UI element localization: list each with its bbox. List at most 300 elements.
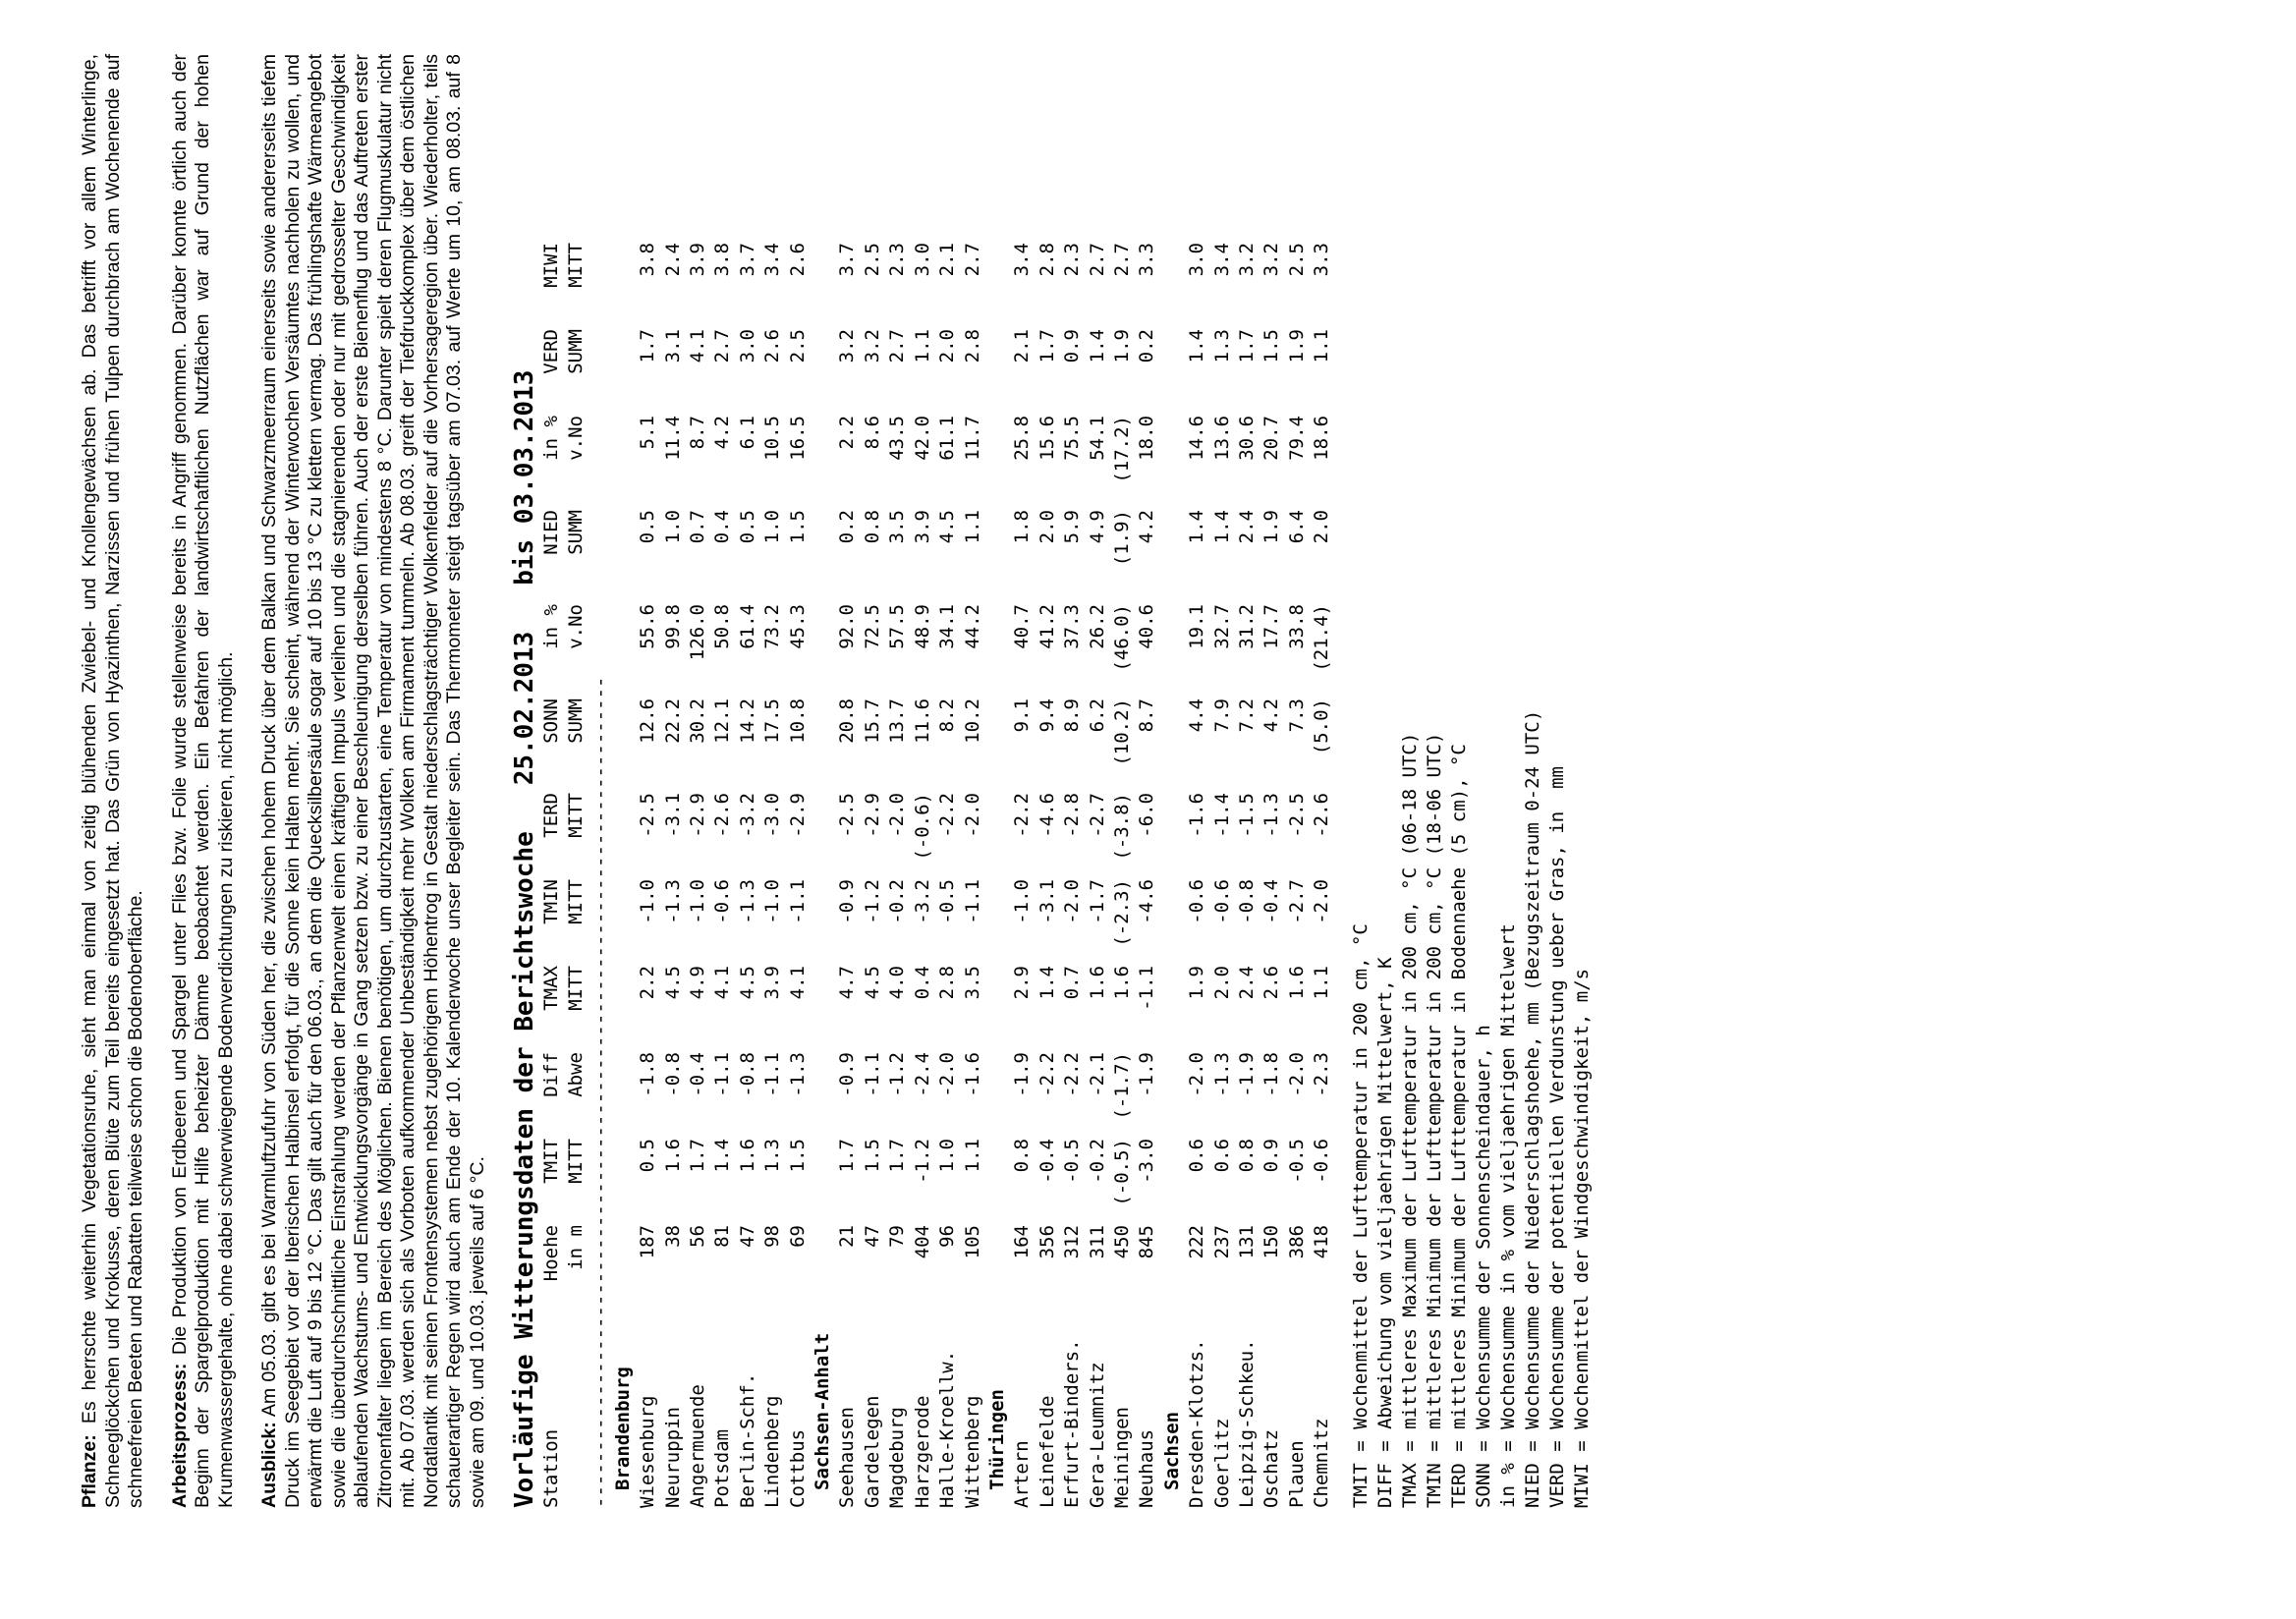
table-cell: -0.5 xyxy=(1061,1139,1084,1184)
table-cell: (-3.8) xyxy=(1110,793,1133,861)
separator-line: -------------------------------------------------------------------------- xyxy=(588,676,611,1508)
table-cell: Hoehe xyxy=(540,1225,562,1282)
paragraph-label: Ausblick: xyxy=(258,1422,280,1508)
table-cell: 2.4 xyxy=(1235,510,1258,544)
table-cell: -2.7 xyxy=(1086,793,1108,838)
table-cell: -0.8 xyxy=(736,1052,758,1097)
table-cell: 2.9 xyxy=(1011,966,1034,1000)
table-cell: 54.1 xyxy=(1086,416,1108,461)
table-cell: 31.2 xyxy=(1235,604,1258,649)
table-cell: Cottbus xyxy=(786,1428,809,1508)
table-cell: 20.8 xyxy=(836,698,859,744)
paragraph-label: Pflanze: xyxy=(79,1434,100,1508)
table-cell xyxy=(564,1286,588,1508)
table-cell: -2.5 xyxy=(1285,793,1308,838)
table-cell: 1.7 xyxy=(1036,329,1058,363)
table-cell: in % xyxy=(540,604,562,649)
table-cell: -2.2 xyxy=(1061,1052,1084,1097)
table-cell: -1.1 xyxy=(861,1052,883,1097)
table-cell: -1.6 xyxy=(961,1052,983,1097)
table-cell: 2.7 xyxy=(1110,243,1133,277)
table-cell: 8.6 xyxy=(861,416,883,450)
table-cell: 8.7 xyxy=(687,416,709,450)
table-cell: 0.6 xyxy=(1210,1139,1233,1173)
table-cell: 4.9 xyxy=(1086,510,1108,544)
table-cell: 0.8 xyxy=(1235,1139,1258,1173)
table-cell: -6.0 xyxy=(1136,793,1158,838)
table-cell: 1.4 xyxy=(1186,510,1208,544)
table-cell: -1.0 xyxy=(687,879,709,924)
table-cell: 4.5 xyxy=(661,966,684,1000)
table-cell: Leipzig-Schkeu. xyxy=(1235,1339,1258,1508)
table-cell: 10.8 xyxy=(786,698,809,744)
paragraph-arbeitsprozess xyxy=(169,54,239,1508)
table-cell: 11.4 xyxy=(661,416,684,461)
table-cell: Magdeburg xyxy=(886,1407,909,1508)
table-cell: 37.3 xyxy=(1061,604,1084,649)
legend-line: DIFF = Abweichung vom vieljaehrigen Mittelwert, K xyxy=(1373,957,1396,1508)
table-cell: 16.5 xyxy=(786,416,809,461)
table-cell: 1.6 xyxy=(1285,966,1308,1000)
table-cell: (21.4) xyxy=(1311,604,1333,672)
table-cell: TERD xyxy=(540,793,562,838)
table-cell: 3.1 xyxy=(661,329,684,363)
table-cell: 7.2 xyxy=(1235,698,1258,733)
table-cell: 38 xyxy=(661,1225,684,1248)
table-cell: 3.9 xyxy=(761,966,784,1000)
table-cell: 3.8 xyxy=(711,243,734,277)
table-cell: 164 xyxy=(1011,1225,1034,1259)
table-cell: 47 xyxy=(736,1225,758,1248)
table-cell: MIWI xyxy=(540,243,562,288)
table-cell: -0.9 xyxy=(836,1052,859,1097)
table-cell: -2.3 xyxy=(1311,1052,1333,1097)
table-cell: -2.9 xyxy=(687,793,709,838)
table-cell: 3.3 xyxy=(1311,243,1333,277)
table-cell: Chemnitz xyxy=(1311,1418,1333,1508)
legend-line: SONN = Wochensumme der Sonnenscheindauer, h xyxy=(1472,1025,1494,1508)
table-row xyxy=(1310,243,1334,1508)
weather-table-body xyxy=(539,243,1335,1508)
group-name: Sachsen xyxy=(1160,1411,1183,1490)
table-cell: 0.8 xyxy=(1011,1139,1034,1173)
table-cell: -2.0 xyxy=(1061,879,1084,924)
table-cell: 57.5 xyxy=(886,604,909,649)
table-cell: -3.1 xyxy=(661,793,684,838)
table-cell: 12.6 xyxy=(637,698,659,744)
table-cell: -1.0 xyxy=(637,879,659,924)
table-cell: 21 xyxy=(836,1225,859,1248)
table-cell: 3.9 xyxy=(687,243,709,277)
table-cell: 8.2 xyxy=(936,698,959,733)
group-header-row xyxy=(1160,243,1185,1508)
table-cell: 0.7 xyxy=(1061,966,1084,1000)
table-header-row xyxy=(564,243,588,1508)
table-cell: Seehausen xyxy=(836,1407,859,1508)
table-cell: 2.0 xyxy=(1311,510,1333,544)
table-row xyxy=(1260,243,1284,1508)
table-cell: 10.2 xyxy=(961,698,983,744)
table-cell: -2.2 xyxy=(1011,793,1034,838)
table-cell: 0.9 xyxy=(1260,1139,1283,1173)
table-cell: 14.2 xyxy=(736,698,758,744)
table-cell: -0.2 xyxy=(886,879,909,924)
table-cell: 1.9 xyxy=(1285,329,1308,363)
table-row xyxy=(1135,243,1159,1508)
table-cell: 404 xyxy=(911,1225,933,1259)
table-cell: 1.6 xyxy=(1110,966,1133,1000)
table-cell: 34.1 xyxy=(936,604,959,649)
table-cell: 2.7 xyxy=(961,243,983,277)
table-cell: 18.0 xyxy=(1136,416,1158,461)
table-cell: (-2.3) xyxy=(1110,879,1133,947)
table-cell: 1.7 xyxy=(1235,329,1258,363)
table-cell: -1.3 xyxy=(736,879,758,924)
table-cell: 6.4 xyxy=(1285,510,1308,544)
table-cell: 1.1 xyxy=(1311,966,1333,1000)
table-cell: Diff xyxy=(540,1052,562,1097)
table-cell: 2.7 xyxy=(1086,243,1108,277)
table-cell: -1.4 xyxy=(1210,793,1233,838)
table-cell: -1.3 xyxy=(1260,793,1283,838)
table-cell: Leinefelde xyxy=(1036,1395,1058,1508)
group-header-row xyxy=(985,243,1010,1508)
table-cell: 3.2 xyxy=(1235,243,1258,277)
table-cell: 1.3 xyxy=(761,1139,784,1173)
table-separator xyxy=(589,243,611,1508)
table-cell: -1.2 xyxy=(861,879,883,924)
table-cell: 1.0 xyxy=(936,1139,959,1173)
table-cell: in m xyxy=(565,1225,588,1270)
table-cell: 418 xyxy=(1311,1225,1333,1259)
table-cell: 1.5 xyxy=(861,1139,883,1173)
table-cell: -1.7 xyxy=(1086,879,1108,924)
table-cell: 1.4 xyxy=(1210,510,1233,544)
table-cell: (5.0) xyxy=(1311,698,1333,755)
table-cell: 1.9 xyxy=(1260,510,1283,544)
table-cell: 11.7 xyxy=(961,416,983,461)
table-cell: -1.1 xyxy=(1136,966,1158,1011)
table-cell: Station xyxy=(540,1428,562,1508)
table-cell: -0.6 xyxy=(1311,1139,1333,1184)
table-cell: -0.4 xyxy=(1260,879,1283,924)
legend-line: in % = Wochensumme in % vom vieljaehrigen Mittelwert xyxy=(1496,923,1519,1508)
table-cell: 1.5 xyxy=(786,1139,809,1173)
table-row xyxy=(1110,243,1135,1508)
table-cell: 96 xyxy=(936,1225,959,1248)
table-cell: 1.7 xyxy=(637,329,659,363)
table-cell: 3.7 xyxy=(836,243,859,277)
table-row xyxy=(686,243,710,1508)
table-cell: 1.1 xyxy=(961,510,983,544)
table-cell: -3.2 xyxy=(736,793,758,838)
table-cell: 2.5 xyxy=(1285,243,1308,277)
table-cell: 0.7 xyxy=(687,510,709,544)
table-cell: 3.9 xyxy=(911,510,933,544)
table-cell: -2.8 xyxy=(1061,793,1084,838)
table-cell: 2.1 xyxy=(1011,329,1034,363)
table-cell: 1.0 xyxy=(761,510,784,544)
table-cell: 4.2 xyxy=(711,416,734,450)
table-cell: MITT xyxy=(565,243,588,288)
table-cell: 450 xyxy=(1110,1225,1133,1259)
table-cell: -1.6 xyxy=(1186,793,1208,838)
table-cell: 2.8 xyxy=(936,966,959,1000)
table-cell: 1.4 xyxy=(1186,329,1208,363)
table-cell: -0.4 xyxy=(1036,1139,1058,1184)
group-name: Brandenburg xyxy=(611,1367,634,1490)
table-cell: 2.1 xyxy=(936,243,959,277)
table-cell: 61.4 xyxy=(736,604,758,649)
table-cell: -1.1 xyxy=(786,879,809,924)
table-cell: 92.0 xyxy=(836,604,859,649)
paragraph-pflanze xyxy=(79,54,148,1508)
table-row xyxy=(1010,243,1035,1508)
table-cell: 8.9 xyxy=(1061,698,1084,733)
table-cell: Halle-Kroellw. xyxy=(936,1350,959,1508)
table-cell: -1.9 xyxy=(1235,1052,1258,1097)
table-cell: Gera-Leumnitz xyxy=(1086,1362,1108,1508)
table-cell: 56 xyxy=(687,1225,709,1248)
table-cell: 1.1 xyxy=(961,1139,983,1173)
table-cell: -2.6 xyxy=(1311,793,1333,838)
table-cell: 30.2 xyxy=(687,698,709,744)
table-row xyxy=(661,243,686,1508)
table-cell: in % xyxy=(540,416,562,461)
table-cell: -1.8 xyxy=(637,1052,659,1097)
table-cell: 5.1 xyxy=(637,416,659,450)
table-cell: -1.8 xyxy=(1260,1052,1283,1097)
paragraph-label: Arbeitsprozess: xyxy=(168,1363,191,1508)
table-cell: -2.0 xyxy=(1311,879,1333,924)
table-cell: 42.0 xyxy=(911,416,933,461)
table-cell: 3.2 xyxy=(836,329,859,363)
table-row xyxy=(1086,243,1110,1508)
table-cell: 45.3 xyxy=(786,604,809,649)
table-cell: 1.9 xyxy=(1110,329,1133,363)
table-cell: -3.2 xyxy=(911,879,933,924)
table-cell: -2.9 xyxy=(861,793,883,838)
table-cell: 75.5 xyxy=(1061,416,1084,461)
legend-line: VERD = Wochensumme der potentiellen Verdunstung ueber Gras, in mm xyxy=(1545,766,1568,1508)
table-cell: MITT xyxy=(565,879,588,924)
paragraph-ausblick xyxy=(258,54,489,1508)
table-cell: -1.2 xyxy=(911,1139,933,1184)
table-cell: 3.4 xyxy=(1210,243,1233,277)
table-cell: -0.6 xyxy=(1186,879,1208,924)
table-cell: -1.1 xyxy=(761,1052,784,1097)
table-cell: 4.1 xyxy=(711,966,734,1000)
table-cell: MITT xyxy=(565,1139,588,1184)
table-cell: 32.7 xyxy=(1210,604,1233,649)
group-header-row xyxy=(611,243,636,1508)
table-cell: (-1.7) xyxy=(1110,1052,1133,1120)
table-cell: -1.3 xyxy=(786,1052,809,1097)
table-cell: 1.1 xyxy=(911,329,933,363)
table-cell: -1.3 xyxy=(661,879,684,924)
table-cell: 1.4 xyxy=(711,1139,734,1173)
table-cell: 4.7 xyxy=(836,966,859,1000)
table-cell: 41.2 xyxy=(1036,604,1058,649)
table-cell: -0.5 xyxy=(1285,1139,1308,1184)
table-cell: 1.7 xyxy=(836,1139,859,1173)
table-cell: Wittenberg xyxy=(961,1395,983,1508)
table-cell: Lindenberg xyxy=(761,1395,784,1508)
table-cell: -2.5 xyxy=(637,793,659,838)
table-cell: 0.4 xyxy=(911,966,933,1000)
table-cell: 3.3 xyxy=(1136,243,1158,277)
table-cell: -2.7 xyxy=(1285,879,1308,924)
table-cell: 3.2 xyxy=(861,329,883,363)
table-cell: 73.2 xyxy=(761,604,784,649)
table-cell: (-0.5) xyxy=(1110,1139,1133,1206)
table-cell: 1.6 xyxy=(736,1139,758,1173)
table-cell: TMIT xyxy=(540,1139,562,1184)
table-cell: 3.7 xyxy=(736,243,758,277)
table-cell: 2.2 xyxy=(637,966,659,1000)
table-cell: Meiningen xyxy=(1110,1407,1133,1508)
table-cell: Artern xyxy=(1011,1440,1034,1508)
table-cell: 40.6 xyxy=(1136,604,1158,649)
table-cell: 6.2 xyxy=(1086,698,1108,733)
table-cell: -2.0 xyxy=(1285,1052,1308,1097)
table-row xyxy=(861,243,885,1508)
table-cell: 4.1 xyxy=(786,966,809,1000)
table-cell: -2.0 xyxy=(961,793,983,838)
table-cell: 187 xyxy=(637,1225,659,1259)
table-cell: 311 xyxy=(1086,1225,1108,1259)
table-cell: -0.9 xyxy=(836,879,859,924)
table-row xyxy=(1235,243,1260,1508)
legend-line: MIWI = Wochenmittel der Windgeschwindigkeit, m/s xyxy=(1570,968,1593,1508)
table-cell: 17.7 xyxy=(1260,604,1283,649)
table-cell: -1.3 xyxy=(1210,1052,1233,1097)
table-cell: 3.2 xyxy=(1260,243,1283,277)
table-cell: 8.7 xyxy=(1136,698,1158,733)
table-cell: 2.4 xyxy=(661,243,684,277)
table-cell: 1.4 xyxy=(1036,966,1058,1000)
table-cell: 17.5 xyxy=(761,698,784,744)
table-cell: 1.9 xyxy=(1186,966,1208,1000)
table-cell: 356 xyxy=(1036,1225,1058,1259)
table-row xyxy=(885,243,910,1508)
table-cell: 2.6 xyxy=(1260,966,1283,1000)
paragraph-text: Es herrschte weiterhin Vegetationsruhe, sieht man einmal von zeitig blühenden Zwiebel- und Knollengewächsen ab. Das betrifft vor allem Winterlinge, Schneeglöckchen und Krokusse, deren Blüte zum Teil bereits eingesetzt hat. Das Grün von Hyazinthen, Narzissen und frühen Tulpen durchbrach am Wochenende auf schneefreien Beeten und Rabatten teilweise schon die Bodenoberfläche. xyxy=(79,54,146,1508)
table-cell: -0.5 xyxy=(936,879,959,924)
table-cell: NIED xyxy=(540,510,562,555)
table-cell: 4.1 xyxy=(687,329,709,363)
table-cell: -2.6 xyxy=(711,793,734,838)
table-cell: 2.8 xyxy=(1036,243,1058,277)
table-cell: 1.4 xyxy=(1086,329,1108,363)
table-cell: 15.7 xyxy=(861,698,883,744)
table-cell: 2.3 xyxy=(1061,243,1084,277)
table-cell: 2.7 xyxy=(711,329,734,363)
table-cell: -4.6 xyxy=(1036,793,1058,838)
table-cell: 4.0 xyxy=(886,966,909,1000)
table-cell: -1.2 xyxy=(886,1052,909,1097)
table-cell: 0.9 xyxy=(1061,329,1084,363)
table-row xyxy=(786,243,811,1508)
legend-line: TERD = mittleres Minimum der Lufttemperatur in Bodennaehe (5 cm), °C xyxy=(1447,744,1470,1508)
table-row xyxy=(636,243,660,1508)
table-cell: -2.9 xyxy=(786,793,809,838)
table-cell: 1.6 xyxy=(661,1139,684,1173)
table-cell: 4.5 xyxy=(736,966,758,1000)
table-cell: -1.9 xyxy=(1011,1052,1034,1097)
table-cell: Wiesenburg xyxy=(637,1395,659,1508)
table-cell: -4.6 xyxy=(1136,879,1158,924)
table-cell: 1.0 xyxy=(661,510,684,544)
table-cell: 79 xyxy=(886,1225,909,1248)
table-cell: 4.5 xyxy=(936,510,959,544)
table-cell: -1.1 xyxy=(711,1052,734,1097)
table-cell: 6.1 xyxy=(736,416,758,450)
table-cell: 2.5 xyxy=(786,329,809,363)
table-title: Vorläufige Witterungsdaten der Berichtswoche 25.02.2013 bis 03.03.2013 xyxy=(510,369,539,1508)
table-cell: SUMM xyxy=(565,329,588,374)
table-cell: 2.6 xyxy=(761,329,784,363)
table-cell: 2.0 xyxy=(1210,966,1233,1000)
table-cell: 2.6 xyxy=(786,243,809,277)
table-cell: 4.2 xyxy=(1260,698,1283,733)
table-cell: -0.6 xyxy=(1210,879,1233,924)
table-cell: 3.4 xyxy=(761,243,784,277)
table-cell: 3.4 xyxy=(1011,243,1034,277)
table-cell: 4.5 xyxy=(861,966,883,1000)
table-cell: 2.8 xyxy=(961,329,983,363)
table-cell: 5.9 xyxy=(1061,510,1084,544)
table-row xyxy=(1285,243,1310,1508)
table-cell: -2.2 xyxy=(936,793,959,838)
table-cell: TMAX xyxy=(540,966,562,1011)
text-section xyxy=(79,54,489,1508)
table-cell: -0.8 xyxy=(661,1052,684,1097)
table-cell: -1.5 xyxy=(1235,793,1258,838)
table-cell: 72.5 xyxy=(861,604,883,649)
table-cell: 237 xyxy=(1210,1225,1233,1259)
table-cell: 9.1 xyxy=(1011,698,1034,733)
table-cell: 0.8 xyxy=(861,510,883,544)
table-cell: MITT xyxy=(565,793,588,838)
table-cell: 20.7 xyxy=(1260,416,1283,461)
table-cell: 98 xyxy=(761,1225,784,1248)
table-cell: 1.7 xyxy=(687,1139,709,1173)
table-cell: 1.8 xyxy=(1011,510,1034,544)
table-row xyxy=(1060,243,1085,1508)
table-cell: 50.8 xyxy=(711,604,734,649)
table-cell: 12.1 xyxy=(711,698,734,744)
table-cell: -0.6 xyxy=(711,879,734,924)
table-cell: 2.2 xyxy=(836,416,859,450)
table-cell: 15.6 xyxy=(1036,416,1058,461)
table-row xyxy=(1036,243,1060,1508)
table-cell: (46.0) xyxy=(1110,604,1133,672)
paragraph-text: Am 05.03. gibt es bei Warmluftzufuhr von Süden her, die zwischen hohem Druck über dem Balkan und Schwarzmeerraum einerseits sowie andererseits tiefem Druck im Seegebiet vor der Iberischen Halbinsel erfolgt, für die Sonne kein Halten mehr. Sie scheint, während der Winterwochen Versäumtes nachholen zu wollen, und erwärmt die Luft auf 9 bis 12 °C. Das gilt auch für den 06.03., an dem die Quecksilbersäule sogar auf 10 bis 13 °C zu klettern vermag. Das frühlingshafte Wärmeangebot sowie die überdurchschnittliche Einstrahlung werden der Pflanzenwelt einen kräftigen Impuls verleihen und die stagnierenden oder nur mit gedrosselter Geschwindigkeit ablaufenden Wachstums- und Entwicklungsvorgänge in Gang setzen bzw. zu einer Beschleunigung derselben führen. Auch der erste Bienenflug und das Auftreten erster Zitronenfalter liegen im Bereich des Möglichen. Bienen benötigen, um durchzustarten, eine Temperatur von mindestens 8 °C. Darunter spielt deren Flugmuskulatur nicht mit. Ab 07.03. werden sich als Vorboten aufkommender Unbeständigkeit mehr Wolken am Firmament tummeln. Ab 08.03. greift der Tiefdruckkomplex über dem östlichen Nordatlantik mit seinen Frontensystemen nebst zugehörigem Höhentrog in Gestalt niederschlagsträchtiger Wolkenfelder auf die Vorhersageregion über. Wiederholter, teils schauerartiger Regen wird auch am Ende der 10. Kalenderwoche unser Begleiter sein. Das Thermometer steigt tagsüber am 07.03. auf Werte um 10, am 08.03. auf 8 sowie am 09. und 10.03. jeweils auf 6 °C. xyxy=(258,54,488,1508)
table-cell: 1.7 xyxy=(886,1139,909,1173)
table-cell: 55.6 xyxy=(637,604,659,649)
weather-table xyxy=(539,243,1335,1508)
table-cell: Dresden-Klotzs. xyxy=(1186,1339,1208,1508)
table-cell: 7.9 xyxy=(1210,698,1233,733)
table-cell: -1.9 xyxy=(1136,1052,1158,1097)
table-cell: 0.5 xyxy=(736,510,758,544)
table-cell: -0.2 xyxy=(1086,1139,1108,1184)
table-row xyxy=(1185,243,1209,1508)
table-cell: 1.5 xyxy=(786,510,809,544)
table-cell: 47 xyxy=(861,1225,883,1248)
table-cell: 2.7 xyxy=(886,329,909,363)
